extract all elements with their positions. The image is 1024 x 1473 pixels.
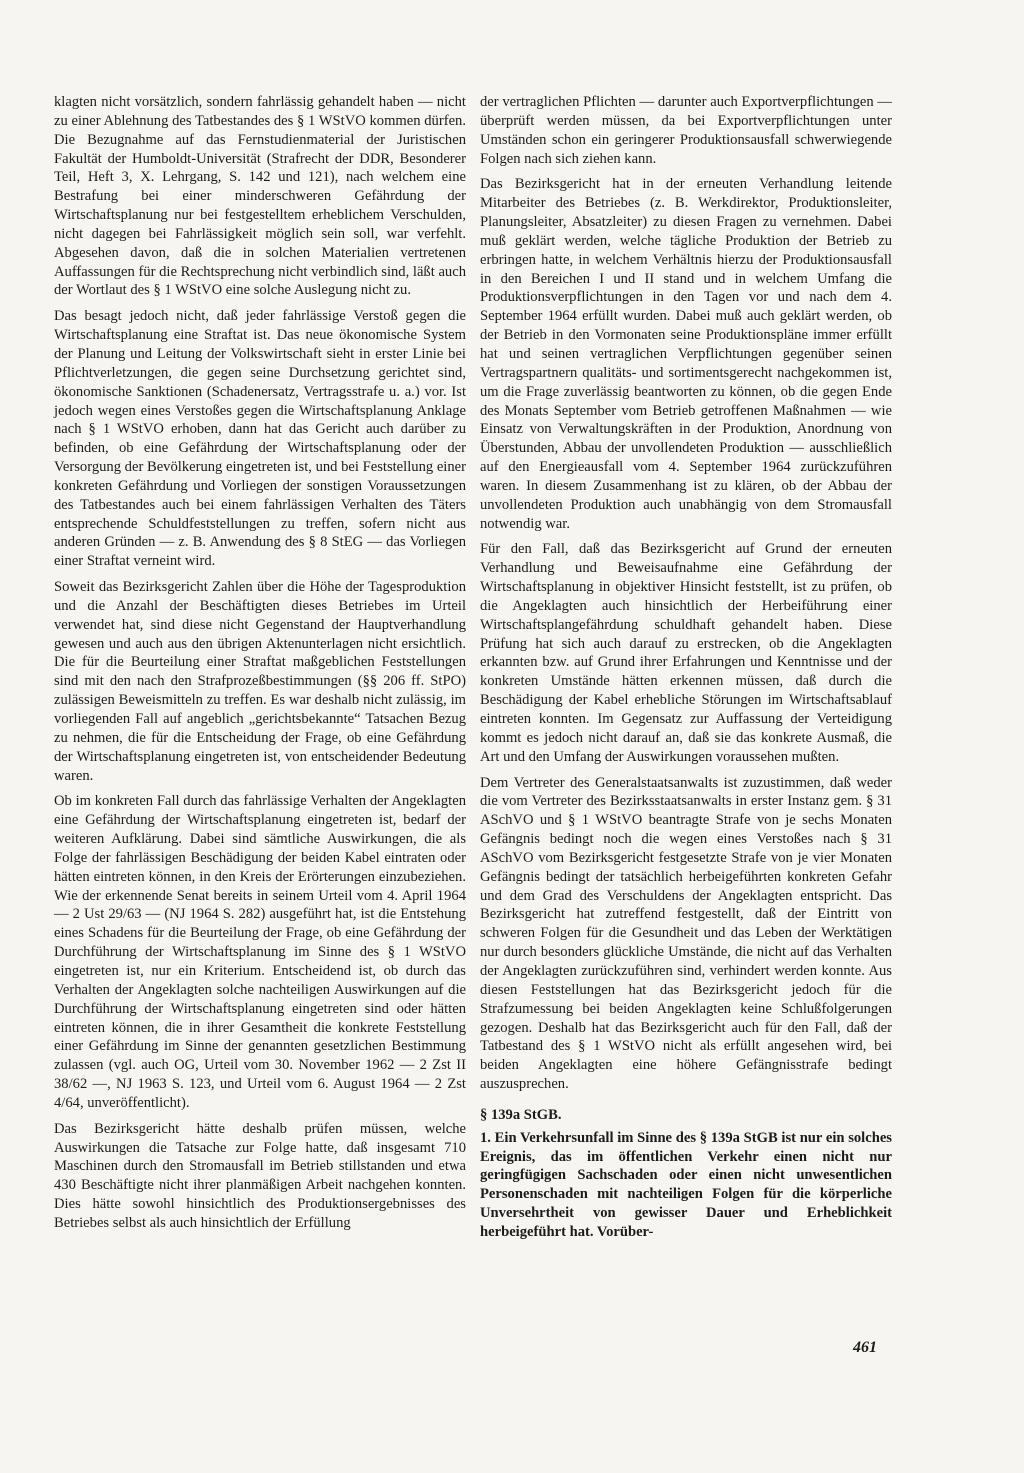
paragraph: Soweit das Bezirksgericht Zahlen über die Höhe der Tagesproduktion und die Anzahl der Beschäftigten dieses Betriebes im Urteil verwendet hat, sind diese nicht Gegenstand der Hauptverhandlung gewesen und auch aus den übrigen Aktenunterlagen nicht ersichtlich. Die für die Beurteilung einer Straftat maßgeblichen Feststellungen sind mit den nach den Strafprozeßbestimmungen (§§ 206 ff. StPO) zulässigen Beweismitteln zu treffen. Es war deshalb nicht zulässig, im vorliegenden Fall auf angeblich „gerichtsbekannte“ Tatsachen Bezug zu nehmen, die für die Entscheidung der Frage, ob eine Gefährdung der Wirtschaftsplanung eingetreten ist, von entscheidender Bedeutung waren. bbox=[54, 579, 466, 784]
paragraph: Ob im konkreten Fall durch das fahrlässige Verhalten der Angeklagten eine Gefährdung der Wirtschaftsplanung eingetreten ist, bedarf der weiteren Aufklärung. Dabei sind sämtliche Auswirkungen, die als Folge der fahrlässigen Beschädigung der beiden Kabel eintraten oder hätten eintreten können, in den Kreis der Erörterungen einzubeziehen. Wie der erkennende Senat bereits in seinem Urteil vom 4. April 1964 — 2 Ust 29/63 — (NJ 1964 S. 282) ausgeführt hat, ist die Entstehung eines Schadens für die Beurteilung der Frage, ob eine Gefährdung der Durchführung der Wirtschaftsplanung im Sinne des § 1 WStVO eingetreten ist, nur ein Kriterium. Entscheidend ist, ob durch das Verhalten der Angeklagten solche nachteiligen Auswirkungen auf die Durchführung der Wirtschaftsplanung eingetreten sind oder hätten eintreten können, die in ihrer Gesamtheit die konkrete Feststellung einer Gefährdung im Sinne der genannten gesetzlichen Bestimmung zulassen (vgl. auch OG, Urteil vom 30. November 1962 — 2 Zst II 38/62 —, NJ 1963 S. 123, und Urteil vom 6. August 1964 — 2 Zst 4/64, unveröffentlicht). bbox=[54, 793, 466, 1111]
headnote: 1. Ein Verkehrsunfall im Sinne des § 139a StGB ist nur ein solches Ereignis, das im öffentlichen Verkehr einen nicht nur geringfügigen Sachschaden oder einen nicht unwesentlichen Personenschaden mit nachteiligen Folgen für die körperliche Unversehrtheit von gewisser Dauer und Erheblichkeit herbeigeführt hat. Vorüber- bbox=[480, 1129, 892, 1240]
paragraph: Das Bezirksgericht hat in der erneuten Verhandlung leitende Mitarbeiter des Betriebes (z. B. Werkdirektor, Produktionsleiter, Planungsleiter, Absatzleiter) zu diesen Fragen zu vernehmen. Dabei muß geklärt werden, welche tägliche Produktion der Betrieb zu erbringen hatte, in welchem Verhältnis hierzu der Produktionsausfall in den Bereichen I und II stand und in welchem Umfang die Produktionsverpflichtungen in den Tagen vor und nach dem 4. September 1964 erfüllt wurden. Dabei muß auch geklärt werden, ob der Betrieb in den Vormonaten seine Produktionspläne immer erfüllt hat und seinen vertraglichen Verpflichtungen gegenüber seinen Vertragspartnern qualitäts- und sortimentsgerecht nachgekommen ist, um die Frage zuverlässig beantworten zu können, ob die gegen Ende des Monats September vom Betrieb getroffenen Maßnahmen — wie Einsatz von Verwaltungskräften in der Produktion, Anordnung von Überstunden, Abbau der unvollendeten Produktion — ausschließlich auf den Energieausfall vom 4. September 1964 zurückzuführen waren. In diesem Zusammenhang ist zu klären, ob der Abbau der unvollendeten Produktion auch unabhängig von dem Stromausfall notwendig war. bbox=[480, 176, 892, 532]
paragraph: Dem Vertreter des Generalstaatsanwalts ist zuzustimmen, daß weder die vom Vertreter des Bezirksstaatsanwalts in erster Instanz gem. § 31 ASchVO und § 1 WStVO beantragte Strafe von je sechs Monaten Gefängnis bedingt noch die wegen eines Verstoßes nach § 31 ASchVO vom Bezirksgericht festgesetzte Strafe von je vier Monaten Gefängnis bedingt der tatsächlich herbeigeführten konkreten Gefahr und dem Grad des Verschuldens der Angeklagten entspricht. Das Bezirksgericht hat zutreffend festgestellt, daß der Eintritt von schweren Folgen für die Gesundheit und das Leben der Werktätigen nur durch besonders glückliche Umstände, die nicht auf das Verhalten der Angeklagten zurückzuführen sind, verhindert werden konnte. Aus diesen Feststellungen hat das Bezirksgericht jedoch für die Strafzumessung bei beiden Angeklagten keine Schlußfolgerungen gezogen. Deshalb hat das Bezirksgericht auch für den Fall, daß der Tatbestand des § 1 WStVO nicht als erfüllt angesehen wird, bei beiden Angeklagten eine höhere Gefängnisstrafe bedingt auszusprechen. bbox=[480, 774, 892, 1093]
page-number: 461 bbox=[853, 1339, 877, 1356]
paragraph: Das besagt jedoch nicht, daß jeder fahrlässige Verstoß gegen die Wirtschaftsplanung eine Straftat ist. Das neue ökonomische System der Planung und Leitung der Volkswirtschaft sieht in erster Linie bei Pflichtverletzungen, die gegen seine Durchsetzung gerichtet sind, ökonomische Sanktionen (Schadenersatz, Vertragsstrafe u. a.) vor. Ist jedoch wegen eines Verstoßes gegen die Wirtschaftsplanung Anklage nach § 1 WStVO erhoben, dann hat das Gericht auch darüber zu befinden, ob eine Gefährdung der Wirtschaftsplanung oder der Versorgung der Bevölkerung eingetreten ist, und bei Feststellung einer konkreten Gefährdung und Vorliegen der sonstigen Voraussetzungen des Tatbestandes auch bei einem fahrlässigen Verhalten des Täters entsprechende Schuldfeststellungen zu treffen, sofern nicht aus anderen Gründen — z. B. Anwendung des § 8 StEG — das Vorliegen einer Straftat verneint wird. bbox=[54, 308, 466, 570]
paragraph: Für den Fall, daß das Bezirksgericht auf Grund der erneuten Verhandlung und Beweisaufnahme eine Gefährdung der Wirtschaftsplanung in objektiver Hinsicht feststellt, ist zu prüfen, ob die Angeklagten auch hinsichtlich der Herbeiführung einer Wirtschaftsplangefährdung schuldhaft gehandelt haben. Diese Prüfung hat sich auch darauf zu erstrecken, ob die Angeklagten erkannten bzw. auf Grund ihrer Erfahrungen und Kenntnisse und der konkreten Umstände hätten erkennen müssen, daß durch die Beschädigung der Kabel erhebliche Störungen im Wirtschaftsablauf eintreten konnten. Im Gegensatz zur Auffassung der Verteidigung kommt es jedoch nicht darauf an, daß sie das konkrete Ausmaß, die Art und den Umfang der Auswirkungen voraussehen mußten. bbox=[480, 541, 892, 765]
paragraph: der vertraglichen Pflichten — darunter auch Exportverpflichtungen — überprüft werden müssen, da bei Exportverpflichtungen unter Umständen schon ein geringerer Produktionsausfall schwerwiegende Folgen nach sich ziehen kann. bbox=[480, 94, 892, 167]
paragraph: klagten nicht vorsätzlich, sondern fahrlässig gehandelt haben — nicht zu einer Ablehnung des Tatbestandes des § 1 WStVO kommen dürfen. Die Bezugnahme auf das Fernstudienmaterial der Juristischen Fakultät der Humboldt-Universität (Strafrecht der DDR, Besonderer Teil, Heft 3, X. Lehrgang, S. 142 und 121), nach welchem eine Bestrafung bei einer minderschweren Gefährdung der Wirtschaftsplanung nur bei festgestelltem erheblichem Verschulden, nicht dagegen bei Fahrlässigkeit möglich sein soll, war verfehlt. Abgesehen davon, daß die in solchen Materialien vertretenen Auffassungen für die Rechtsprechung nicht verbindlich sind, läßt auch der Wortlaut des § 1 WStVO eine solche Auslegung nicht zu. bbox=[54, 94, 466, 299]
section-heading: § 139a StGB. bbox=[480, 1106, 562, 1123]
right-column bbox=[480, 93, 892, 1249]
paragraph: Das Bezirksgericht hätte deshalb prüfen müssen, welche Auswirkungen die Tatsache zur Folge hatte, daß insgesamt 710 Maschinen durch den Stromausfall im Betrieb stillstanden und etwa 430 Beschäftigte nicht ihrer planmäßigen Arbeit nachgehen konnten. Dies hätte sowohl hinsichtlich des Produktionsergebnisses des Betriebes selbst als auch hinsichtlich der Erfüllung bbox=[54, 1120, 466, 1231]
left-column bbox=[54, 93, 466, 1240]
